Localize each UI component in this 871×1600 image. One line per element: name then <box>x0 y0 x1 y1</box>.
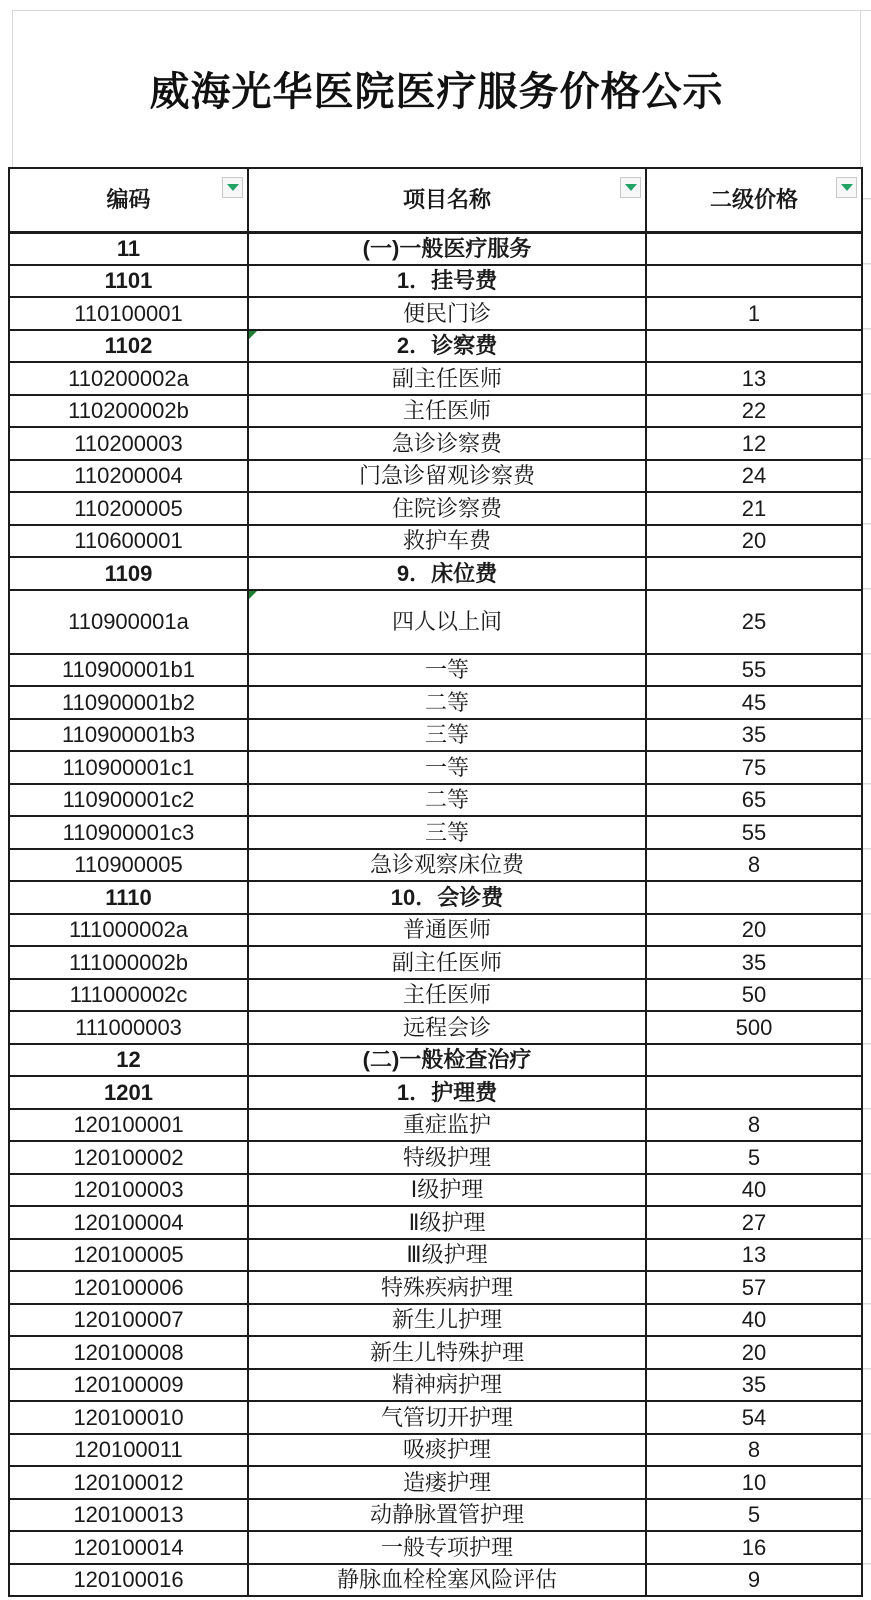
table-row <box>9 1564 862 1597</box>
name-cell: 造瘘护理 <box>248 1466 646 1499</box>
price-cell: 20 <box>646 914 862 947</box>
name-cell: 普通医师 <box>248 914 646 947</box>
header-label-name: 项目名称 <box>402 187 491 213</box>
name-cell: 气管切开护理 <box>248 1401 646 1434</box>
name-cell: (二)一般检查治疗 <box>248 1044 646 1077</box>
name-cell: 一等 <box>248 751 646 784</box>
price-cell: 27 <box>646 1206 862 1239</box>
code-cell: 110900001c3 <box>9 816 248 849</box>
table-row <box>9 1531 862 1564</box>
price-cell: 35 <box>646 946 862 979</box>
code-cell: 120100005 <box>9 1239 248 1272</box>
price-cell <box>646 1076 862 1109</box>
name-cell: 1．挂号费 <box>248 265 646 298</box>
table-row <box>9 297 862 330</box>
code-cell: 110900001b1 <box>9 654 248 687</box>
table-row <box>9 881 862 914</box>
name-cell: 精神病护理 <box>248 1369 646 1402</box>
filter-dropdown-icon <box>841 184 853 191</box>
table-row <box>9 1044 862 1077</box>
code-cell: 111000002c <box>9 979 248 1012</box>
price-cell: 40 <box>646 1174 862 1207</box>
table-row <box>9 557 862 590</box>
name-cell: 重症监护 <box>248 1109 646 1142</box>
code-cell: 110200002a <box>9 362 248 395</box>
name-cell: 吸痰护理 <box>248 1434 646 1467</box>
table-row <box>9 914 862 947</box>
price-table <box>8 167 863 1597</box>
price-cell: 75 <box>646 751 862 784</box>
price-table-container <box>8 167 863 1597</box>
filter-dropdown-button-code[interactable] <box>222 177 243 198</box>
table-row <box>9 590 862 654</box>
table-row <box>9 1499 862 1532</box>
price-cell: 35 <box>646 1369 862 1402</box>
code-cell: 110200003 <box>9 427 248 460</box>
price-cell: 21 <box>646 492 862 525</box>
filter-dropdown-button-price[interactable] <box>836 177 857 198</box>
price-cell: 25 <box>646 590 862 654</box>
price-cell: 13 <box>646 362 862 395</box>
price-cell: 12 <box>646 427 862 460</box>
name-cell: 门急诊留观诊察费 <box>248 460 646 493</box>
table-row <box>9 784 862 817</box>
header-label-code: 编码 <box>106 187 151 213</box>
table-row <box>9 265 862 298</box>
table-row <box>9 1336 862 1369</box>
table-row <box>9 1011 862 1044</box>
code-cell: 110200005 <box>9 492 248 525</box>
name-cell: Ⅱ级护理 <box>248 1206 646 1239</box>
name-cell: 10．会诊费 <box>248 881 646 914</box>
price-cell: 65 <box>646 784 862 817</box>
price-cell: 10 <box>646 1466 862 1499</box>
code-cell: 120100012 <box>9 1466 248 1499</box>
name-cell: 急诊诊察费 <box>248 427 646 460</box>
price-cell <box>646 265 862 298</box>
code-cell: 120100007 <box>9 1304 248 1337</box>
adjacent-column-gridlines <box>863 198 871 1600</box>
price-cell: 35 <box>646 719 862 752</box>
code-cell: 1201 <box>9 1076 248 1109</box>
name-cell: 一般专项护理 <box>248 1531 646 1564</box>
price-cell: 24 <box>646 460 862 493</box>
name-cell: 三等 <box>248 719 646 752</box>
code-cell: 110200002b <box>9 395 248 428</box>
code-cell: 111000002b <box>9 946 248 979</box>
name-cell: 动静脉置管护理 <box>248 1499 646 1532</box>
table-row <box>9 1466 862 1499</box>
price-cell <box>646 557 862 590</box>
table-row <box>9 686 862 719</box>
header-cell-code <box>9 168 248 232</box>
name-cell: 静脉血栓栓塞风险评估 <box>248 1564 646 1597</box>
price-cell <box>646 330 862 363</box>
code-cell: 120100001 <box>9 1109 248 1142</box>
name-cell: 1．护理费 <box>248 1076 646 1109</box>
table-row <box>9 1239 862 1272</box>
name-cell: 住院诊察费 <box>248 492 646 525</box>
table-row <box>9 1434 862 1467</box>
code-cell: 111000003 <box>9 1011 248 1044</box>
name-cell: 主任医师 <box>248 979 646 1012</box>
header-row <box>9 168 862 232</box>
page-title: 威海光华医院医疗服务价格公示 <box>149 70 724 114</box>
table-row <box>9 816 862 849</box>
filter-dropdown-button-name[interactable] <box>620 177 641 198</box>
price-cell: 8 <box>646 849 862 882</box>
price-cell: 20 <box>646 1336 862 1369</box>
name-cell: Ⅲ级护理 <box>248 1239 646 1272</box>
name-cell: 四人以上间 <box>248 590 646 654</box>
name-cell: 新生儿护理 <box>248 1304 646 1337</box>
code-cell: 12 <box>9 1044 248 1077</box>
price-cell: 5 <box>646 1499 862 1532</box>
price-cell: 50 <box>646 979 862 1012</box>
filter-dropdown-icon <box>625 184 637 191</box>
price-cell <box>646 1044 862 1077</box>
code-cell: 110100001 <box>9 297 248 330</box>
filter-dropdown-icon <box>227 184 239 191</box>
price-cell: 57 <box>646 1271 862 1304</box>
price-cell: 9 <box>646 1564 862 1597</box>
price-cell: 500 <box>646 1011 862 1044</box>
code-cell: 11 <box>9 232 248 265</box>
price-cell <box>646 232 862 265</box>
name-cell: 三等 <box>248 816 646 849</box>
name-cell: Ⅰ级护理 <box>248 1174 646 1207</box>
price-cell: 22 <box>646 395 862 428</box>
name-cell: 9．床位费 <box>248 557 646 590</box>
name-cell: 新生儿特殊护理 <box>248 1336 646 1369</box>
code-cell: 110900001c2 <box>9 784 248 817</box>
name-cell: 远程会诊 <box>248 1011 646 1044</box>
code-cell: 120100008 <box>9 1336 248 1369</box>
table-row <box>9 1206 862 1239</box>
table-row <box>9 1076 862 1109</box>
name-cell: 主任医师 <box>248 395 646 428</box>
table-row <box>9 232 862 265</box>
table-row <box>9 1369 862 1402</box>
table-row <box>9 719 862 752</box>
header-cell-name <box>248 168 646 232</box>
code-cell: 120100010 <box>9 1401 248 1434</box>
code-cell: 120100014 <box>9 1531 248 1564</box>
name-cell: 特级护理 <box>248 1141 646 1174</box>
table-row <box>9 849 862 882</box>
name-cell: 急诊观察床位费 <box>248 849 646 882</box>
price-cell: 16 <box>646 1531 862 1564</box>
price-cell: 45 <box>646 686 862 719</box>
price-cell: 1 <box>646 297 862 330</box>
table-row <box>9 1174 862 1207</box>
price-cell: 55 <box>646 654 862 687</box>
code-cell: 110900001a <box>9 590 248 654</box>
table-row <box>9 460 862 493</box>
table-row <box>9 1141 862 1174</box>
price-cell: 40 <box>646 1304 862 1337</box>
code-cell: 110900005 <box>9 849 248 882</box>
code-cell: 110900001c1 <box>9 751 248 784</box>
name-cell: (一)一般医疗服务 <box>248 232 646 265</box>
table-row <box>9 1271 862 1304</box>
price-table-body <box>9 232 862 1596</box>
table-row <box>9 362 862 395</box>
table-row <box>9 946 862 979</box>
code-cell: 120100013 <box>9 1499 248 1532</box>
price-cell: 8 <box>646 1109 862 1142</box>
table-row <box>9 1304 862 1337</box>
code-cell: 120100004 <box>9 1206 248 1239</box>
code-cell: 110600001 <box>9 525 248 558</box>
name-cell: 2．诊察费 <box>248 330 646 363</box>
code-cell: 1102 <box>9 330 248 363</box>
table-row <box>9 979 862 1012</box>
price-cell: 55 <box>646 816 862 849</box>
price-cell: 54 <box>646 1401 862 1434</box>
code-cell: 120100006 <box>9 1271 248 1304</box>
table-row <box>9 525 862 558</box>
code-cell: 120100009 <box>9 1369 248 1402</box>
name-cell: 一等 <box>248 654 646 687</box>
name-cell: 便民门诊 <box>248 297 646 330</box>
code-cell: 1101 <box>9 265 248 298</box>
table-row <box>9 654 862 687</box>
price-cell: 5 <box>646 1141 862 1174</box>
table-row <box>9 395 862 428</box>
price-cell: 13 <box>646 1239 862 1272</box>
code-cell: 120100002 <box>9 1141 248 1174</box>
code-cell: 1110 <box>9 881 248 914</box>
name-cell: 二等 <box>248 784 646 817</box>
code-cell: 110900001b3 <box>9 719 248 752</box>
table-row <box>9 427 862 460</box>
code-cell: 110200004 <box>9 460 248 493</box>
code-cell: 1109 <box>9 557 248 590</box>
header-label-price: 二级价格 <box>709 187 798 213</box>
price-cell: 20 <box>646 525 862 558</box>
name-cell: 救护车费 <box>248 525 646 558</box>
table-row <box>9 1401 862 1434</box>
table-row <box>9 751 862 784</box>
price-cell: 8 <box>646 1434 862 1467</box>
name-cell: 副主任医师 <box>248 946 646 979</box>
price-cell <box>646 881 862 914</box>
code-cell: 120100003 <box>9 1174 248 1207</box>
table-row <box>9 1109 862 1142</box>
code-cell: 110900001b2 <box>9 686 248 719</box>
table-row <box>9 330 862 363</box>
header-cell-price <box>646 168 862 232</box>
name-cell: 副主任医师 <box>248 362 646 395</box>
table-row <box>9 492 862 525</box>
name-cell: 二等 <box>248 686 646 719</box>
code-cell: 111000002a <box>9 914 248 947</box>
code-cell: 120100011 <box>9 1434 248 1467</box>
code-cell: 120100016 <box>9 1564 248 1597</box>
name-cell: 特殊疾病护理 <box>248 1271 646 1304</box>
